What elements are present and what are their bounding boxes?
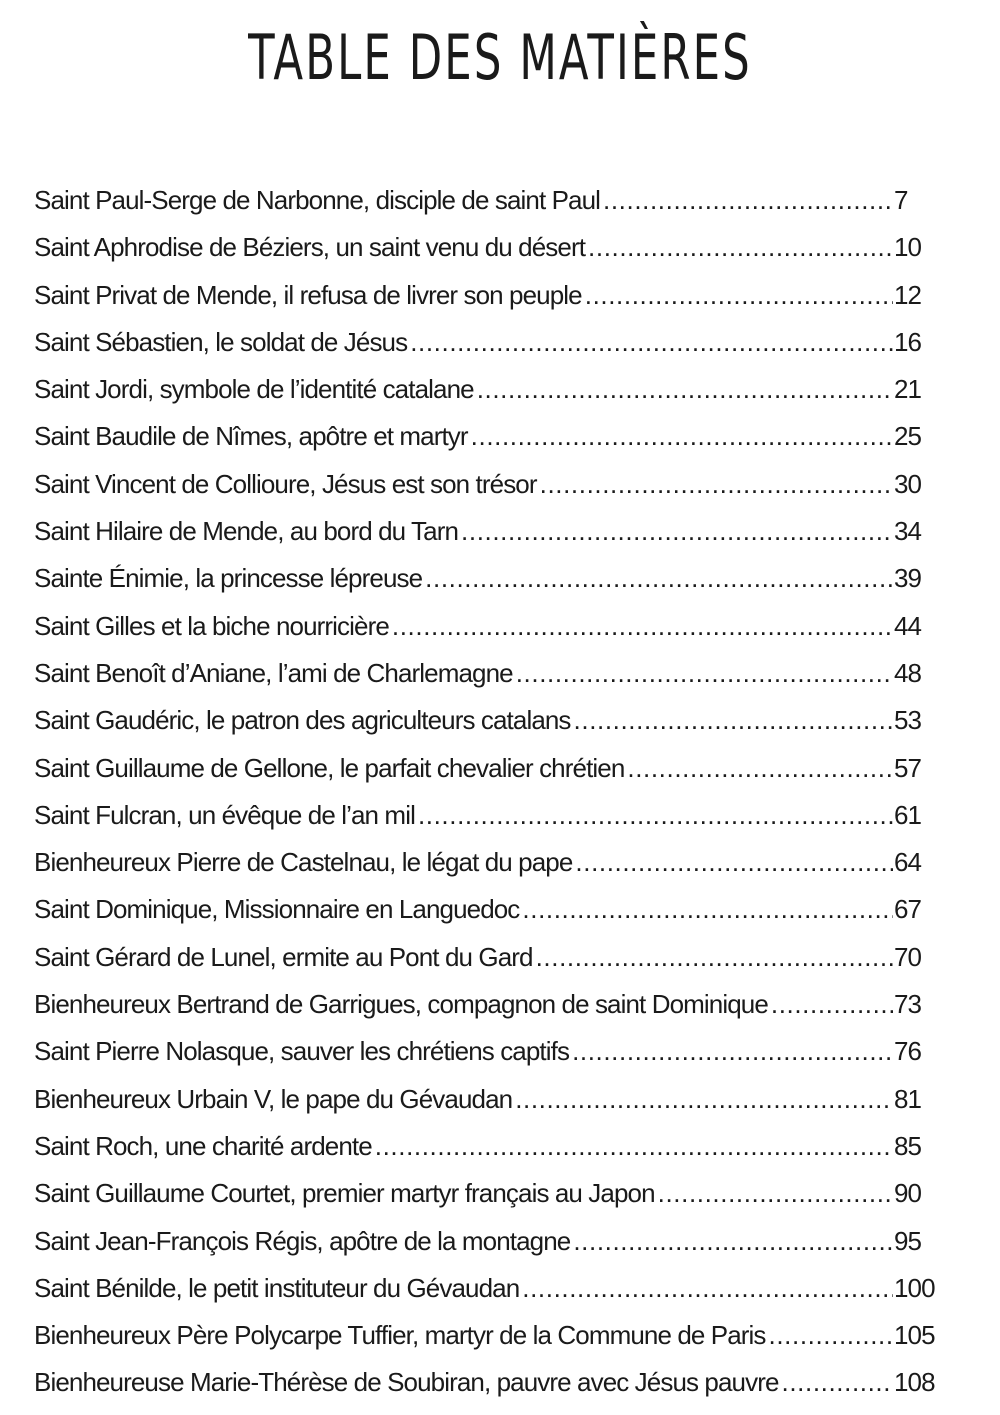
toc-entry[interactable] — [34, 847, 940, 894]
toc-page-number: 70 — [894, 941, 922, 972]
toc-entry-title: Saint Benoît d’Aniane, l’ami de Charlemagne — [34, 657, 513, 688]
toc-entry[interactable] — [34, 1226, 940, 1273]
toc-dot-leader — [573, 1226, 893, 1257]
toc-page-number: 39 — [894, 563, 922, 594]
toc-dot-leader — [515, 1084, 893, 1115]
toc-dot-leader — [477, 374, 893, 405]
toc-dot-leader — [418, 800, 893, 831]
toc-page-number: 105 — [894, 1320, 935, 1351]
toc-entry-title: Saint Guillaume de Gellone, le parfait chevalier chrétien — [34, 752, 625, 783]
toc-entry-title: Saint Privat de Mende, il refusa de livrer son peuple — [34, 279, 582, 310]
toc-entry-title: Saint Dominique, Missionnaire en Languedoc — [34, 894, 520, 925]
toc-dot-leader — [425, 563, 893, 594]
toc-entry[interactable] — [34, 989, 940, 1036]
toc-entry-title: Saint Aphrodise de Béziers, un saint venu du désert — [34, 232, 586, 263]
toc-entry[interactable] — [34, 1320, 940, 1367]
toc-page-number: 30 — [894, 468, 922, 499]
toc-dot-leader — [516, 658, 893, 689]
toc-entry-title: Saint Bénilde, le petit instituteur du Gévaudan — [34, 1272, 520, 1303]
toc-entry-title: Saint Vincent de Collioure, Jésus est son trésor — [34, 468, 537, 499]
toc-entry[interactable] — [34, 753, 940, 800]
page-title: TABLE DES MATIÈRES — [248, 21, 752, 94]
toc-entry-title: Saint Sébastien, le soldat de Jésus — [34, 326, 408, 357]
toc-page-number: 67 — [894, 894, 922, 925]
toc-entry[interactable] — [34, 1178, 940, 1225]
toc-entry[interactable] — [34, 611, 940, 658]
toc-entry-title: Saint Hilaire de Mende, au bord du Tarn — [34, 516, 459, 547]
toc-entry-title: Saint Jean-François Régis, apôtre de la montagne — [34, 1225, 571, 1256]
toc-dot-leader — [575, 847, 893, 878]
toc-entry[interactable] — [34, 942, 940, 989]
toc-entry-title: Saint Gaudéric, le patron des agriculteurs catalans — [34, 705, 571, 736]
toc-entry[interactable] — [34, 1036, 940, 1083]
toc-page-number: 85 — [894, 1130, 922, 1161]
toc-entry-title: Bienheureux Pierre de Castelnau, le légat du pape — [34, 847, 573, 878]
toc-page-number: 95 — [894, 1225, 922, 1256]
toc-entry-title: Saint Roch, une charité ardente — [34, 1130, 372, 1161]
toc-page-number: 7 — [894, 185, 908, 215]
toc-page-number: 10 — [894, 232, 922, 263]
toc-entry[interactable] — [34, 421, 940, 468]
toc-entry-title: Saint Guillaume Courtet, premier martyr français au Japon — [34, 1178, 655, 1209]
toc-page-number: 76 — [894, 1036, 922, 1067]
toc-dot-leader — [461, 516, 893, 547]
toc-entry-title: Bienheureux Bertrand de Garrigues, compagnon de saint Dominique — [34, 989, 768, 1020]
toc-entry[interactable] — [34, 1084, 940, 1131]
toc-dot-leader — [471, 421, 893, 452]
toc-entry[interactable] — [34, 327, 940, 374]
toc-entry-title: Saint Jordi, symbole de l’identité catalane — [34, 374, 474, 405]
toc-entry[interactable] — [34, 469, 940, 516]
toc-dot-leader — [603, 185, 893, 216]
toc-page-number: 48 — [894, 657, 922, 688]
toc-dot-leader — [572, 1036, 893, 1067]
toc-page-number: 81 — [894, 1083, 922, 1114]
toc-entry[interactable] — [34, 185, 940, 232]
toc-dot-leader — [574, 705, 893, 736]
toc-page-number: 57 — [894, 752, 922, 783]
toc-entry[interactable] — [34, 1367, 940, 1414]
toc-dot-leader — [585, 280, 893, 311]
toc-page-number: 16 — [894, 326, 922, 357]
toc-dot-leader — [588, 232, 893, 263]
toc-entry-title: Saint Gilles et la biche nourricière — [34, 610, 389, 641]
toc-page-number: 100 — [894, 1272, 935, 1303]
toc-page-number: 90 — [894, 1178, 922, 1209]
toc-page-number: 34 — [894, 516, 922, 547]
toc-page-number: 64 — [894, 847, 922, 878]
toc-dot-leader — [522, 894, 893, 925]
toc-dot-leader — [771, 989, 893, 1020]
toc-page-number: 25 — [894, 421, 922, 452]
toc-page-number: 73 — [894, 989, 922, 1020]
toc-dot-leader — [392, 611, 893, 642]
toc-dot-leader — [410, 327, 893, 358]
toc-entry-title: Saint Pierre Nolasque, sauver les chrétiens captifs — [34, 1036, 570, 1067]
toc-entry-title: Bienheureuse Marie-Thérèse de Soubiran, pauvre avec Jésus pauvre — [34, 1367, 779, 1398]
toc-entry-title: Saint Gérard de Lunel, ermite au Pont du Gard — [34, 941, 533, 972]
toc-dot-leader — [658, 1178, 893, 1209]
toc-page-number: 21 — [894, 374, 922, 405]
toc-dot-leader — [627, 753, 893, 784]
toc-entry-title: Saint Paul-Serge de Narbonne, disciple de saint Paul — [34, 185, 601, 215]
toc-entry-title: Bienheureux Père Polycarpe Tuffier, martyr de la Commune de Paris — [34, 1320, 766, 1351]
toc-entry-title: Saint Fulcran, un évêque de l’an mil — [34, 799, 415, 830]
toc-entry[interactable] — [34, 800, 940, 847]
toc-entry[interactable] — [34, 374, 940, 421]
toc-entry[interactable] — [34, 516, 940, 563]
toc-dot-leader — [540, 469, 893, 500]
toc-dot-leader — [375, 1131, 893, 1162]
toc-page-number: 53 — [894, 705, 922, 736]
toc-page-number: 12 — [894, 279, 922, 310]
toc-entry-title: Bienheureux Urbain V, le pape du Gévaudan — [34, 1083, 513, 1114]
toc-entry[interactable] — [34, 705, 940, 752]
toc-entry[interactable] — [34, 280, 940, 327]
toc-entry[interactable] — [34, 1131, 940, 1178]
toc-dot-leader — [522, 1273, 893, 1304]
toc-dot-leader — [769, 1320, 893, 1351]
table-of-contents — [34, 185, 940, 1415]
toc-entry[interactable] — [34, 563, 940, 610]
toc-entry-title: Saint Baudile de Nîmes, apôtre et martyr — [34, 421, 468, 452]
toc-entry[interactable] — [34, 894, 940, 941]
toc-entry[interactable] — [34, 232, 940, 279]
toc-entry[interactable] — [34, 1273, 940, 1320]
toc-page-number: 44 — [894, 610, 922, 641]
toc-page-number: 61 — [894, 799, 922, 830]
toc-page-number: 108 — [894, 1367, 935, 1398]
toc-entry-title: Sainte Énimie, la princesse lépreuse — [34, 563, 423, 594]
toc-dot-leader — [536, 942, 893, 973]
toc-dot-leader — [782, 1367, 893, 1398]
toc-entry[interactable] — [34, 658, 940, 705]
